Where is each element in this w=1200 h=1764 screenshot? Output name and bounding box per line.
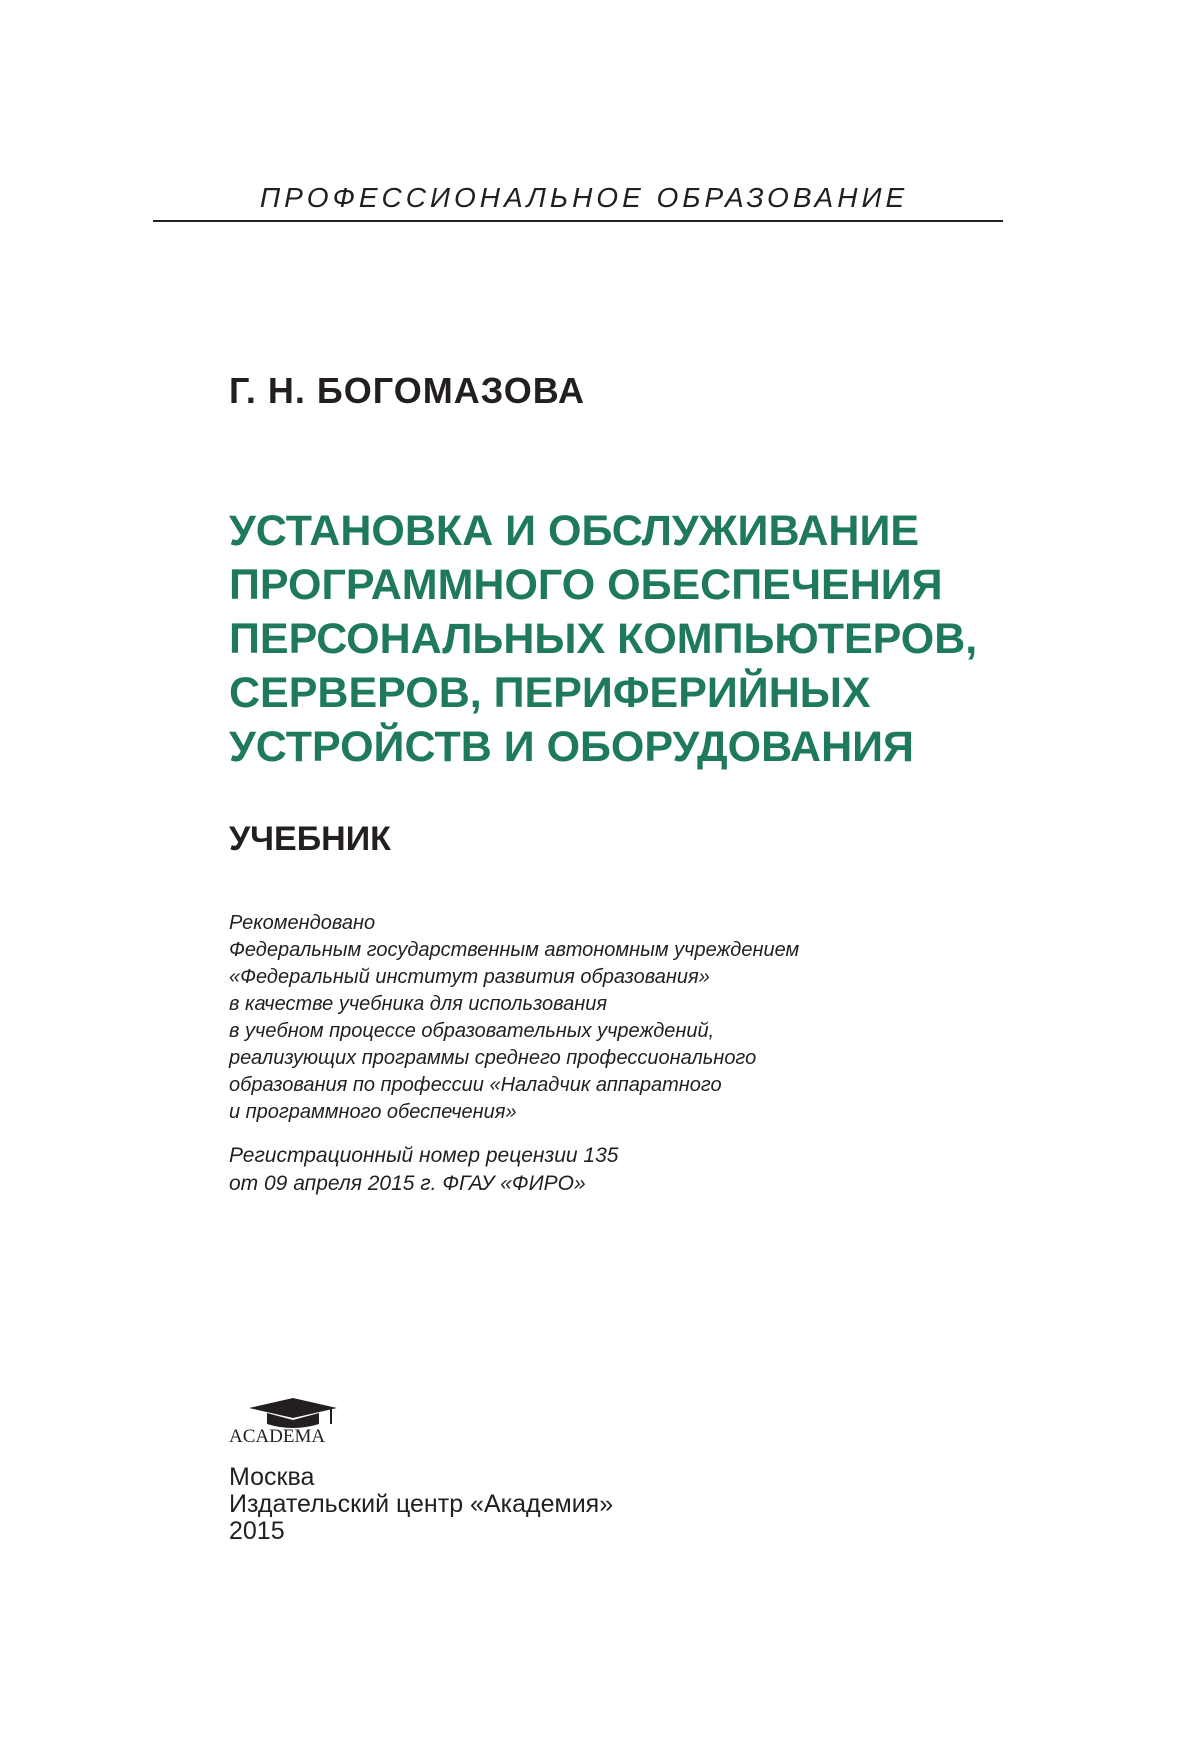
recommendation-line: образования по профессии «Наладчик аппаратного — [229, 1074, 722, 1096]
book-genre: УЧЕБНИК — [229, 820, 391, 858]
recommendation-line: в учебном процессе образовательных учреждений, — [229, 1020, 715, 1042]
imprint — [229, 1464, 613, 1545]
title-line: УСТРОЙСТВ И ОБОРУДОВАНИЯ — [229, 723, 914, 771]
recommendation-line: реализующих программы среднего профессионального — [229, 1047, 757, 1069]
registration-line: Регистрационный номер рецензии 135 — [229, 1144, 619, 1167]
recommendation-line: Рекомендовано — [229, 912, 376, 934]
title-line: СЕРВЕРОВ, ПЕРИФЕРИЙНЫХ — [229, 669, 871, 717]
title-line: ПРОГРАММНОГО ОБЕСПЕЧЕНИЯ — [229, 561, 943, 609]
registration-note — [229, 1142, 929, 1198]
title-line: УСТАНОВКА И ОБСЛУЖИВАНИЕ — [229, 507, 920, 555]
publisher-logo-text: ACADEMA — [229, 1426, 326, 1447]
book-title — [229, 504, 1129, 774]
imprint-publisher: Издательский центр «Академия» — [229, 1490, 614, 1518]
registration-line: от 09 апреля 2015 г. ФГАУ «ФИРО» — [229, 1172, 586, 1195]
series-title: ПРОФЕССИОНАЛЬНОЕ ОБРАЗОВАНИЕ — [259, 182, 909, 213]
recommendation-line: Федеральным государственным автономным учреждением — [229, 939, 800, 961]
recommendation-line: в качестве учебника для использования — [229, 993, 608, 1015]
recommendation-line: «Федеральный институт развития образования» — [229, 966, 710, 988]
recommendation-note — [229, 910, 929, 1126]
graduation-cap-icon — [243, 1396, 343, 1430]
title-line: ПЕРСОНАЛЬНЫХ КОМПЬЮТЕРОВ, — [229, 615, 978, 663]
author-name: Г. Н. БОГОМАЗОВА — [229, 370, 585, 411]
recommendation-line: и программного обеспечения» — [229, 1101, 517, 1123]
imprint-city: Москва — [229, 1463, 315, 1491]
imprint-year: 2015 — [229, 1517, 285, 1545]
publisher-logo — [229, 1396, 349, 1450]
series-header — [153, 182, 1003, 222]
